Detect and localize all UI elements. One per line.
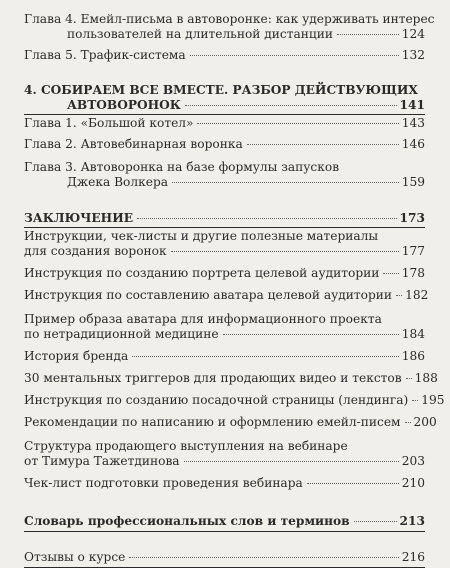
reviews-title: Отзывы о курсе <box>24 550 126 564</box>
part-title-cont: АВТОВОРОНОК <box>67 98 181 112</box>
toc-entry-title-cont: Джека Волкера <box>67 175 169 189</box>
toc-entry-ch5 <box>24 48 425 63</box>
toc-conclusion-item <box>24 349 425 364</box>
toc-entry-title: Глава 2. Автовебинарная воронка <box>24 137 243 151</box>
leader-dots <box>185 104 397 106</box>
page-number: 213 <box>399 514 425 528</box>
leader-dots <box>132 355 398 357</box>
toc-entry-p4-ch2 <box>24 137 425 152</box>
toc-entry-title-cont: от Тимура Тажетдинова <box>24 454 180 468</box>
toc-entry-title: Глава 3. Автоворонка на базе формулы запусков <box>24 160 340 174</box>
conclusion-title: ЗАКЛЮЧЕНИЕ <box>24 211 134 225</box>
toc-glossary <box>24 514 425 529</box>
leader-dots <box>247 143 399 145</box>
page-number: 188 <box>414 371 438 385</box>
toc-conclusion-item <box>24 229 425 259</box>
leader-dots <box>223 333 399 335</box>
toc-entry-p4-ch3 <box>24 160 425 190</box>
toc-entry-p4-ch1 <box>24 116 425 131</box>
page-number: 124 <box>401 27 425 41</box>
page-number: 159 <box>401 175 425 189</box>
toc-entry-title: Инструкция по созданию портрета целевой аудитории <box>24 266 380 280</box>
toc-conclusion-item <box>24 393 445 408</box>
page-number: 182 <box>405 288 429 302</box>
page-number: 173 <box>399 211 425 225</box>
leader-dots <box>354 520 397 522</box>
divider <box>24 227 425 228</box>
toc-entry-title: 30 ментальных триггеров для продающих видео и текстов <box>24 371 402 385</box>
page-number: 143 <box>401 116 425 130</box>
part-title: 4. СОБИРАЕМ ВСЕ ВМЕСТЕ. РАЗБОР ДЕЙСТВУЮЩИХ <box>24 83 418 97</box>
toc-entry-title: Структура продающего выступления на вебинаре <box>24 439 348 453</box>
toc-conclusion-item <box>24 312 425 342</box>
divider <box>24 531 425 532</box>
toc-entry-title: Инструкция по созданию посадочной страницы (лендинга) <box>24 393 409 407</box>
leader-dots <box>129 556 398 558</box>
leader-dots <box>137 217 397 219</box>
leader-dots <box>396 294 402 296</box>
page-number: 186 <box>401 349 425 363</box>
page-number: 203 <box>401 454 425 468</box>
toc-entry-title: Инструкции, чек-листы и другие полезные материалы <box>24 229 379 243</box>
toc-entry-ch4 <box>24 12 435 42</box>
leader-dots <box>337 33 399 35</box>
toc-reviews <box>24 550 425 565</box>
toc-entry-title-cont: пользователей на длительной дистанции <box>67 27 333 41</box>
toc-entry-title-cont: для создания воронок <box>24 244 167 258</box>
toc-conclusion-item <box>24 415 437 430</box>
toc-entry-title: История бренда <box>24 349 129 363</box>
toc-conclusion <box>24 211 425 226</box>
divider <box>24 114 425 115</box>
page-number: 216 <box>401 550 425 564</box>
leader-dots <box>197 122 398 124</box>
toc-part-4 <box>24 83 425 113</box>
page-number: 178 <box>401 266 425 280</box>
page-number: 146 <box>401 137 425 151</box>
page-number: 184 <box>401 327 425 341</box>
toc-conclusion-item <box>24 476 425 491</box>
page-number: 177 <box>401 244 425 258</box>
leader-dots <box>405 421 411 423</box>
glossary-title: Словарь профессиональных слов и терминов <box>24 514 350 528</box>
page-number: 200 <box>413 415 437 429</box>
toc-entry-title: Инструкция по составлению аватара целевой аудитории <box>24 288 393 302</box>
toc-entry-title: Рекомендации по написанию и оформлению емейл-писем <box>24 415 401 429</box>
leader-dots <box>307 482 399 484</box>
page-number: 141 <box>399 98 425 112</box>
leader-dots <box>412 399 418 401</box>
toc-entry-title-cont: по нетрадиционной медицине <box>24 327 219 341</box>
toc-entry-title: Глава 4. Емейл-письма в автоворонке: как удерживать интерес <box>24 12 435 26</box>
toc-conclusion-item <box>24 266 425 281</box>
page-number: 195 <box>421 393 445 407</box>
leader-dots <box>172 181 399 183</box>
toc-conclusion-item <box>24 288 429 303</box>
toc-conclusion-item <box>24 371 438 386</box>
toc-entry-title: Глава 1. «Большой котел» <box>24 116 194 130</box>
leader-dots <box>184 460 399 462</box>
page-number: 210 <box>401 476 425 490</box>
toc-entry-title: Пример образа аватара для информационного проекта <box>24 312 382 326</box>
leader-dots <box>406 377 412 379</box>
toc-conclusion-item <box>24 439 425 469</box>
leader-dots <box>190 54 399 56</box>
toc-entry-title: Глава 5. Трафик-система <box>24 48 186 62</box>
leader-dots <box>383 272 398 274</box>
page-number: 132 <box>401 48 425 62</box>
toc-entry-title: Чек-лист подготовки проведения вебинара <box>24 476 303 490</box>
leader-dots <box>171 250 399 252</box>
